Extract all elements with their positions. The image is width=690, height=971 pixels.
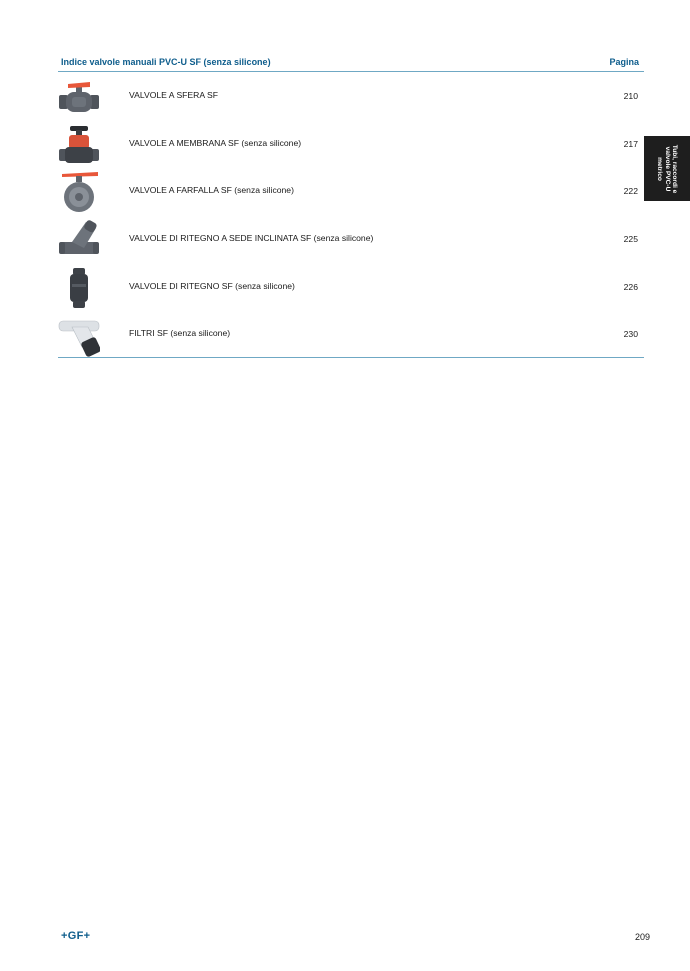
diaphragm-valve-icon — [58, 123, 100, 167]
butterfly-valve-icon — [58, 170, 100, 214]
index-bottom-rule — [58, 357, 644, 358]
page-number: 209 — [634, 932, 650, 942]
index-row-filter[interactable] — [58, 311, 644, 359]
index-title: Indice valvole manuali PVC-U SF (senza silicone) — [61, 57, 271, 67]
index-header — [58, 57, 644, 72]
inclined-check-valve-icon — [58, 218, 100, 262]
ball-valve-icon — [58, 75, 100, 119]
check-valve-icon — [58, 266, 100, 310]
item-page: 222 — [623, 186, 638, 197]
section-side-tab — [644, 136, 690, 201]
index-row-butterfly-valve[interactable] — [58, 168, 644, 216]
item-label: VALVOLE A MEMBRANA SF (senza silicone) — [129, 137, 302, 148]
item-label: FILTRI SF (senza silicone) — [129, 328, 231, 339]
item-page: 217 — [623, 138, 638, 149]
side-tab-label: Tubi, raccordi e valvole PVC-U metrico — [656, 144, 679, 193]
gf-logo: +GF+ — [61, 930, 91, 942]
item-page: 225 — [623, 234, 638, 245]
item-page: 226 — [623, 281, 638, 292]
item-page: 210 — [623, 91, 638, 101]
item-label: VALVOLE DI RITEGNO A SEDE INCLINATA SF (senza silicone) — [129, 233, 374, 244]
pagina-column-header: Pagina — [609, 57, 639, 67]
index-row-inclined-check-valve[interactable] — [58, 216, 644, 264]
item-label: VALVOLE DI RITEGNO SF (senza silicone) — [129, 280, 295, 291]
index-list — [58, 73, 644, 359]
filter-icon — [58, 313, 100, 357]
item-page: 230 — [623, 329, 638, 340]
index-row-diaphragm-valve[interactable] — [58, 121, 644, 169]
index-row-ball-valve[interactable] — [58, 73, 644, 121]
item-label: VALVOLE A FARFALLA SF (senza silicone) — [129, 185, 294, 196]
item-label: VALVOLE A SFERA SF — [129, 90, 218, 100]
index-row-check-valve[interactable] — [58, 264, 644, 312]
